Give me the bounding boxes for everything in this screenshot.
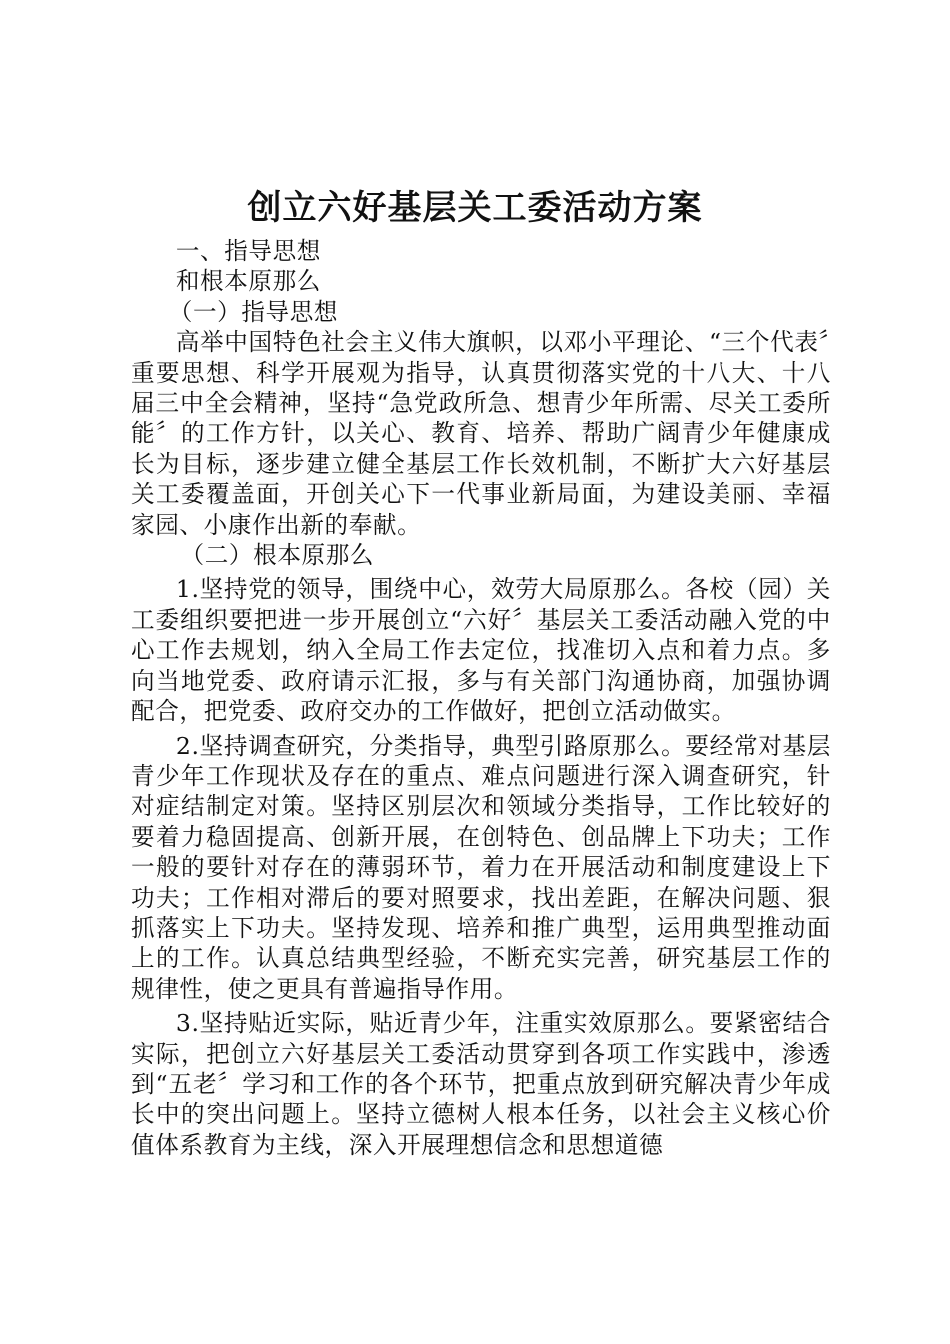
- principle-item-3: 3.坚持贴近实际，贴近青少年，注重实效原那么。要紧密结合实际，把创立六好基层关工委活动贯穿到各项工作实践中，渗透到“五老〞学习和工作的各个环节，把重点放到研究解决青少年成长中的突出问题上。坚持立德树人根本任务，以社会主义核心价值体系教育为主线，深入开展理想信念和思想道德: [131, 1009, 831, 1159]
- section-heading-continuation: 和根本原那么: [175, 267, 321, 296]
- section-heading-guiding-ideology: 一、指导思想: [175, 237, 321, 265]
- principle-item-2: 2.坚持调查研究，分类指导，典型引路原那么。要经常对基层青少年工作现状及存在的重点、难点问题进行深入调查研究，针对症结制定对策。坚持区别层次和领域分类指导，工作比较好的要着力稳固提高、创新开展，在创特色、创品牌上下功夫；工作一般的要针对存在的薄弱环节，着力在开展活动和制度建设上下功夫；工作相对滞后的要对照要求，找出差距，在解决问题、狠抓落实上下功夫。坚持发现、培养和推广典型，运用典型推动面上的工作。认真总结典型经验，不断充实完善，研究基层工作的规律性，使之更具有普遍指导作用。: [131, 731, 831, 1003]
- principle-item-1: 1.坚持党的领导，围绕中心，效劳大局原那么。各校（园）关工委组织要把进一步开展创立“六好〞基层关工委活动融入党的中心工作去规划，纳入全局工作去定位，找准切入点和着力点。多向当地党委、政府请示汇报，多与有关部门沟通协商，加强协调配合，把党委、政府交办的工作做好，把创立活动做实。: [131, 575, 831, 726]
- document-title: 创立六好基层关工委活动方案: [247, 188, 703, 228]
- paragraph-guiding-ideology: 高举中国特色社会主义伟大旗帜，以邓小平理论、“三个代表〞重要思想、科学开展观为指导，认真贯彻落实党的十八大、十八届三中全会精神，坚持“急党政所急、想青少年所需、尽关工委所能〞的工作方针，以关心、教育、培养、帮助广阔青少年健康成长为目标，逐步建立健全基层工作长效机制，不断扩大六好基层关工委覆盖面，开创关心下一代事业新局面，为建设美丽、幸福家园、小康作出新的奉献。: [131, 328, 831, 539]
- subsection-heading-basic-principles: （二）根本原那么: [180, 541, 375, 570]
- subsection-heading-guiding-ideology: （一）指导思想: [168, 297, 339, 326]
- document-body: [131, 236, 831, 1160]
